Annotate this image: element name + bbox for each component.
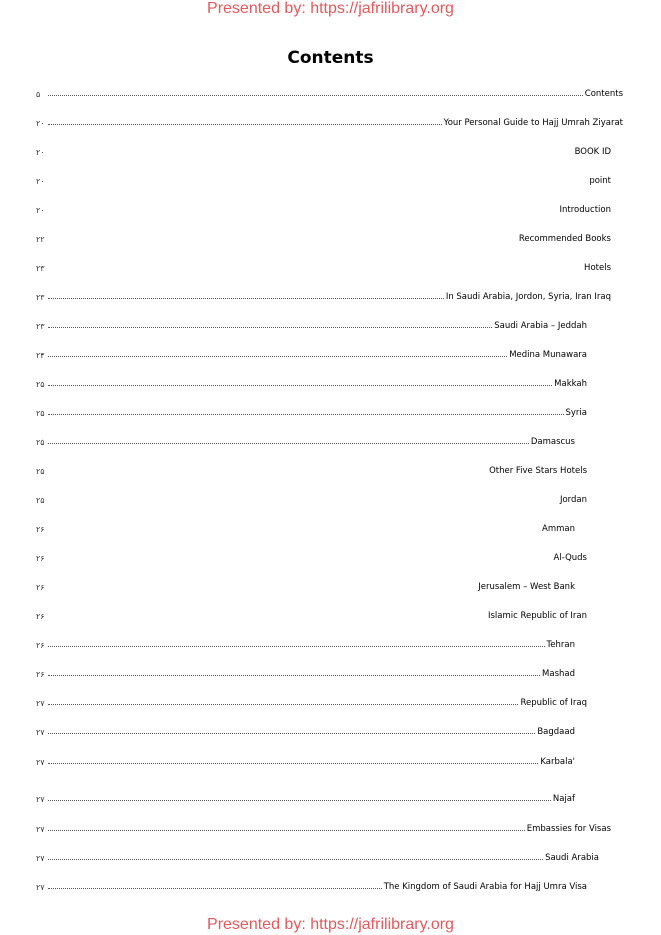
toc-entry-label: point xyxy=(589,176,611,186)
toc-entry-label: Amman xyxy=(542,524,575,534)
toc-page-number: ۲۳ xyxy=(36,292,45,302)
page-title: Contents xyxy=(287,48,374,68)
toc-page-number: ۲۳ xyxy=(36,321,45,331)
toc-row-introduction[interactable] xyxy=(36,203,611,217)
toc-page-number: ۲۶ xyxy=(36,669,45,679)
toc-entry-label: Makkah xyxy=(554,379,587,389)
toc-row-point[interactable] xyxy=(36,174,611,188)
toc-entry-label: Contents xyxy=(584,89,623,99)
toc-entry-label: Al-Quds xyxy=(553,553,587,563)
toc-leader-dots xyxy=(48,704,518,705)
toc-page-number: ۲۷ xyxy=(36,757,45,767)
toc-entry-label: Recommended Books xyxy=(518,234,611,244)
toc-entry-label: Jerusalem – West Bank xyxy=(478,582,575,592)
toc-row-najaf[interactable] xyxy=(36,792,575,806)
toc-row-recommended-books[interactable] xyxy=(36,232,611,246)
toc-row-tehran[interactable] xyxy=(36,638,575,652)
toc-leader-dots xyxy=(48,646,545,647)
toc-entry-label: Hotels xyxy=(584,263,611,273)
toc-entry-label: Saudi Arabia xyxy=(545,853,599,863)
toc-row-book-id[interactable] xyxy=(36,145,611,159)
toc-page-number: ۲۶ xyxy=(36,582,45,592)
toc-entry-label: BOOK ID xyxy=(574,147,611,157)
toc-entry-label: Syria xyxy=(565,408,587,418)
toc-row-iraq[interactable] xyxy=(36,696,587,710)
toc-leader-dots xyxy=(48,124,442,125)
toc-entry-label: Other Five Stars Hotels xyxy=(489,466,587,476)
toc-page-number: ۲۵ xyxy=(36,379,45,389)
toc-page-number: ۲۷ xyxy=(36,853,45,863)
toc-entry-label: Najaf xyxy=(552,794,575,804)
toc-page-number: ۲۲ xyxy=(36,234,45,244)
toc-page-number: ۵ xyxy=(36,89,41,99)
toc-page-number: ۲۴ xyxy=(36,350,45,360)
toc-page-number: ۲۷ xyxy=(36,824,45,834)
toc-page-number: ۲۷ xyxy=(36,882,45,892)
toc-page-number: ۲۶ xyxy=(36,524,45,534)
toc-entry-label: In Saudi Arabia, Jordon, Syria, Iran Iraq xyxy=(445,292,611,302)
toc-leader-dots xyxy=(48,414,564,415)
toc-row-damascus[interactable] xyxy=(36,435,575,449)
toc-leader-dots xyxy=(48,888,382,889)
toc-entry-label: Your Personal Guide to Hajj Umrah Ziyarat xyxy=(443,118,623,128)
watermark-bottom: Presented by: https://jafrilibrary.org xyxy=(207,916,454,933)
toc-leader-dots xyxy=(48,298,444,299)
toc-row-makkah[interactable] xyxy=(36,377,587,391)
toc-page-number: ۲۶ xyxy=(36,553,45,563)
toc-row-kingdom-visa[interactable] xyxy=(36,880,587,894)
toc-entry-label: Introduction xyxy=(559,205,611,215)
toc-leader-dots xyxy=(48,356,507,357)
toc-page-number: ۲۰ xyxy=(36,205,45,215)
toc-row-in-saudi-arabia[interactable] xyxy=(36,290,611,304)
toc-leader-dots xyxy=(48,859,543,860)
toc-leader-dots xyxy=(48,385,552,386)
toc-row-amman[interactable] xyxy=(36,522,575,536)
toc-row-contents[interactable] xyxy=(36,87,623,101)
toc-entry-label: Mashad xyxy=(542,669,575,679)
toc-entry-label: Islamic Republic of Iran xyxy=(487,611,587,621)
toc-page-number: ۲۶ xyxy=(36,611,45,621)
toc-row-embassies[interactable] xyxy=(36,822,611,836)
toc-page-number: ۲۶ xyxy=(36,640,45,650)
toc-row-jeddah[interactable] xyxy=(36,319,587,333)
toc-page-number: ۲۰ xyxy=(36,147,45,157)
toc-entry-label: Saudi Arabia – Jeddah xyxy=(494,321,587,331)
toc-entry-label: Jordan xyxy=(559,495,587,505)
toc-leader-dots xyxy=(48,675,540,676)
toc-leader-dots xyxy=(48,95,583,96)
toc-row-hotels[interactable] xyxy=(36,261,611,275)
toc-leader-dots xyxy=(48,733,535,734)
toc-entry-label: Republic of Iraq xyxy=(520,698,587,708)
toc-page-number: ۲۰ xyxy=(36,176,45,186)
toc-row-jerusalem[interactable] xyxy=(36,580,575,594)
toc-entry-label: Embassies for Visas xyxy=(526,824,611,834)
toc-row-al-quds[interactable] xyxy=(36,551,587,565)
toc-entry-label: Damascus xyxy=(530,437,575,447)
toc-page-number: ۲۵ xyxy=(36,437,45,447)
toc-page-number: ۲۷ xyxy=(36,794,45,804)
toc-page-number: ۲۷ xyxy=(36,727,45,737)
toc-leader-dots xyxy=(48,763,538,764)
toc-leader-dots xyxy=(48,830,525,831)
toc-page-number: ۲۰ xyxy=(36,118,45,128)
toc-entry-label: Medina Munawara xyxy=(509,350,587,360)
toc-row-bagdaad[interactable] xyxy=(36,725,575,739)
toc-entry-label: Tehran xyxy=(546,640,575,650)
toc-row-saudi-arabia[interactable] xyxy=(36,851,599,865)
toc-page-number: ۲۵ xyxy=(36,495,45,505)
toc-entry-label: The Kingdom of Saudi Arabia for Hajj Umra Visa xyxy=(383,882,587,892)
toc-row-syria[interactable] xyxy=(36,406,587,420)
toc-leader-dots xyxy=(48,800,551,801)
toc-row-iran[interactable] xyxy=(36,609,587,623)
toc-row-other-five-stars[interactable] xyxy=(36,464,587,478)
toc-entry-label: Karbala' xyxy=(540,757,575,767)
toc-page-number: ۲۳ xyxy=(36,263,45,273)
toc-page-number: ۲۵ xyxy=(36,408,45,418)
toc-leader-dots xyxy=(48,443,529,444)
toc-row-guide[interactable] xyxy=(36,116,623,130)
toc-row-jordan[interactable] xyxy=(36,493,587,507)
toc-row-medina[interactable] xyxy=(36,348,587,362)
toc-page-number: ۲۵ xyxy=(36,466,45,476)
watermark-top: Presented by: https://jafrilibrary.org xyxy=(207,0,454,17)
toc-leader-dots xyxy=(48,327,492,328)
toc-row-karbala[interactable] xyxy=(36,755,575,769)
toc-row-mashad[interactable] xyxy=(36,667,575,681)
toc-page-number: ۲۷ xyxy=(36,698,45,708)
toc-entry-label: Bagdaad xyxy=(537,727,575,737)
